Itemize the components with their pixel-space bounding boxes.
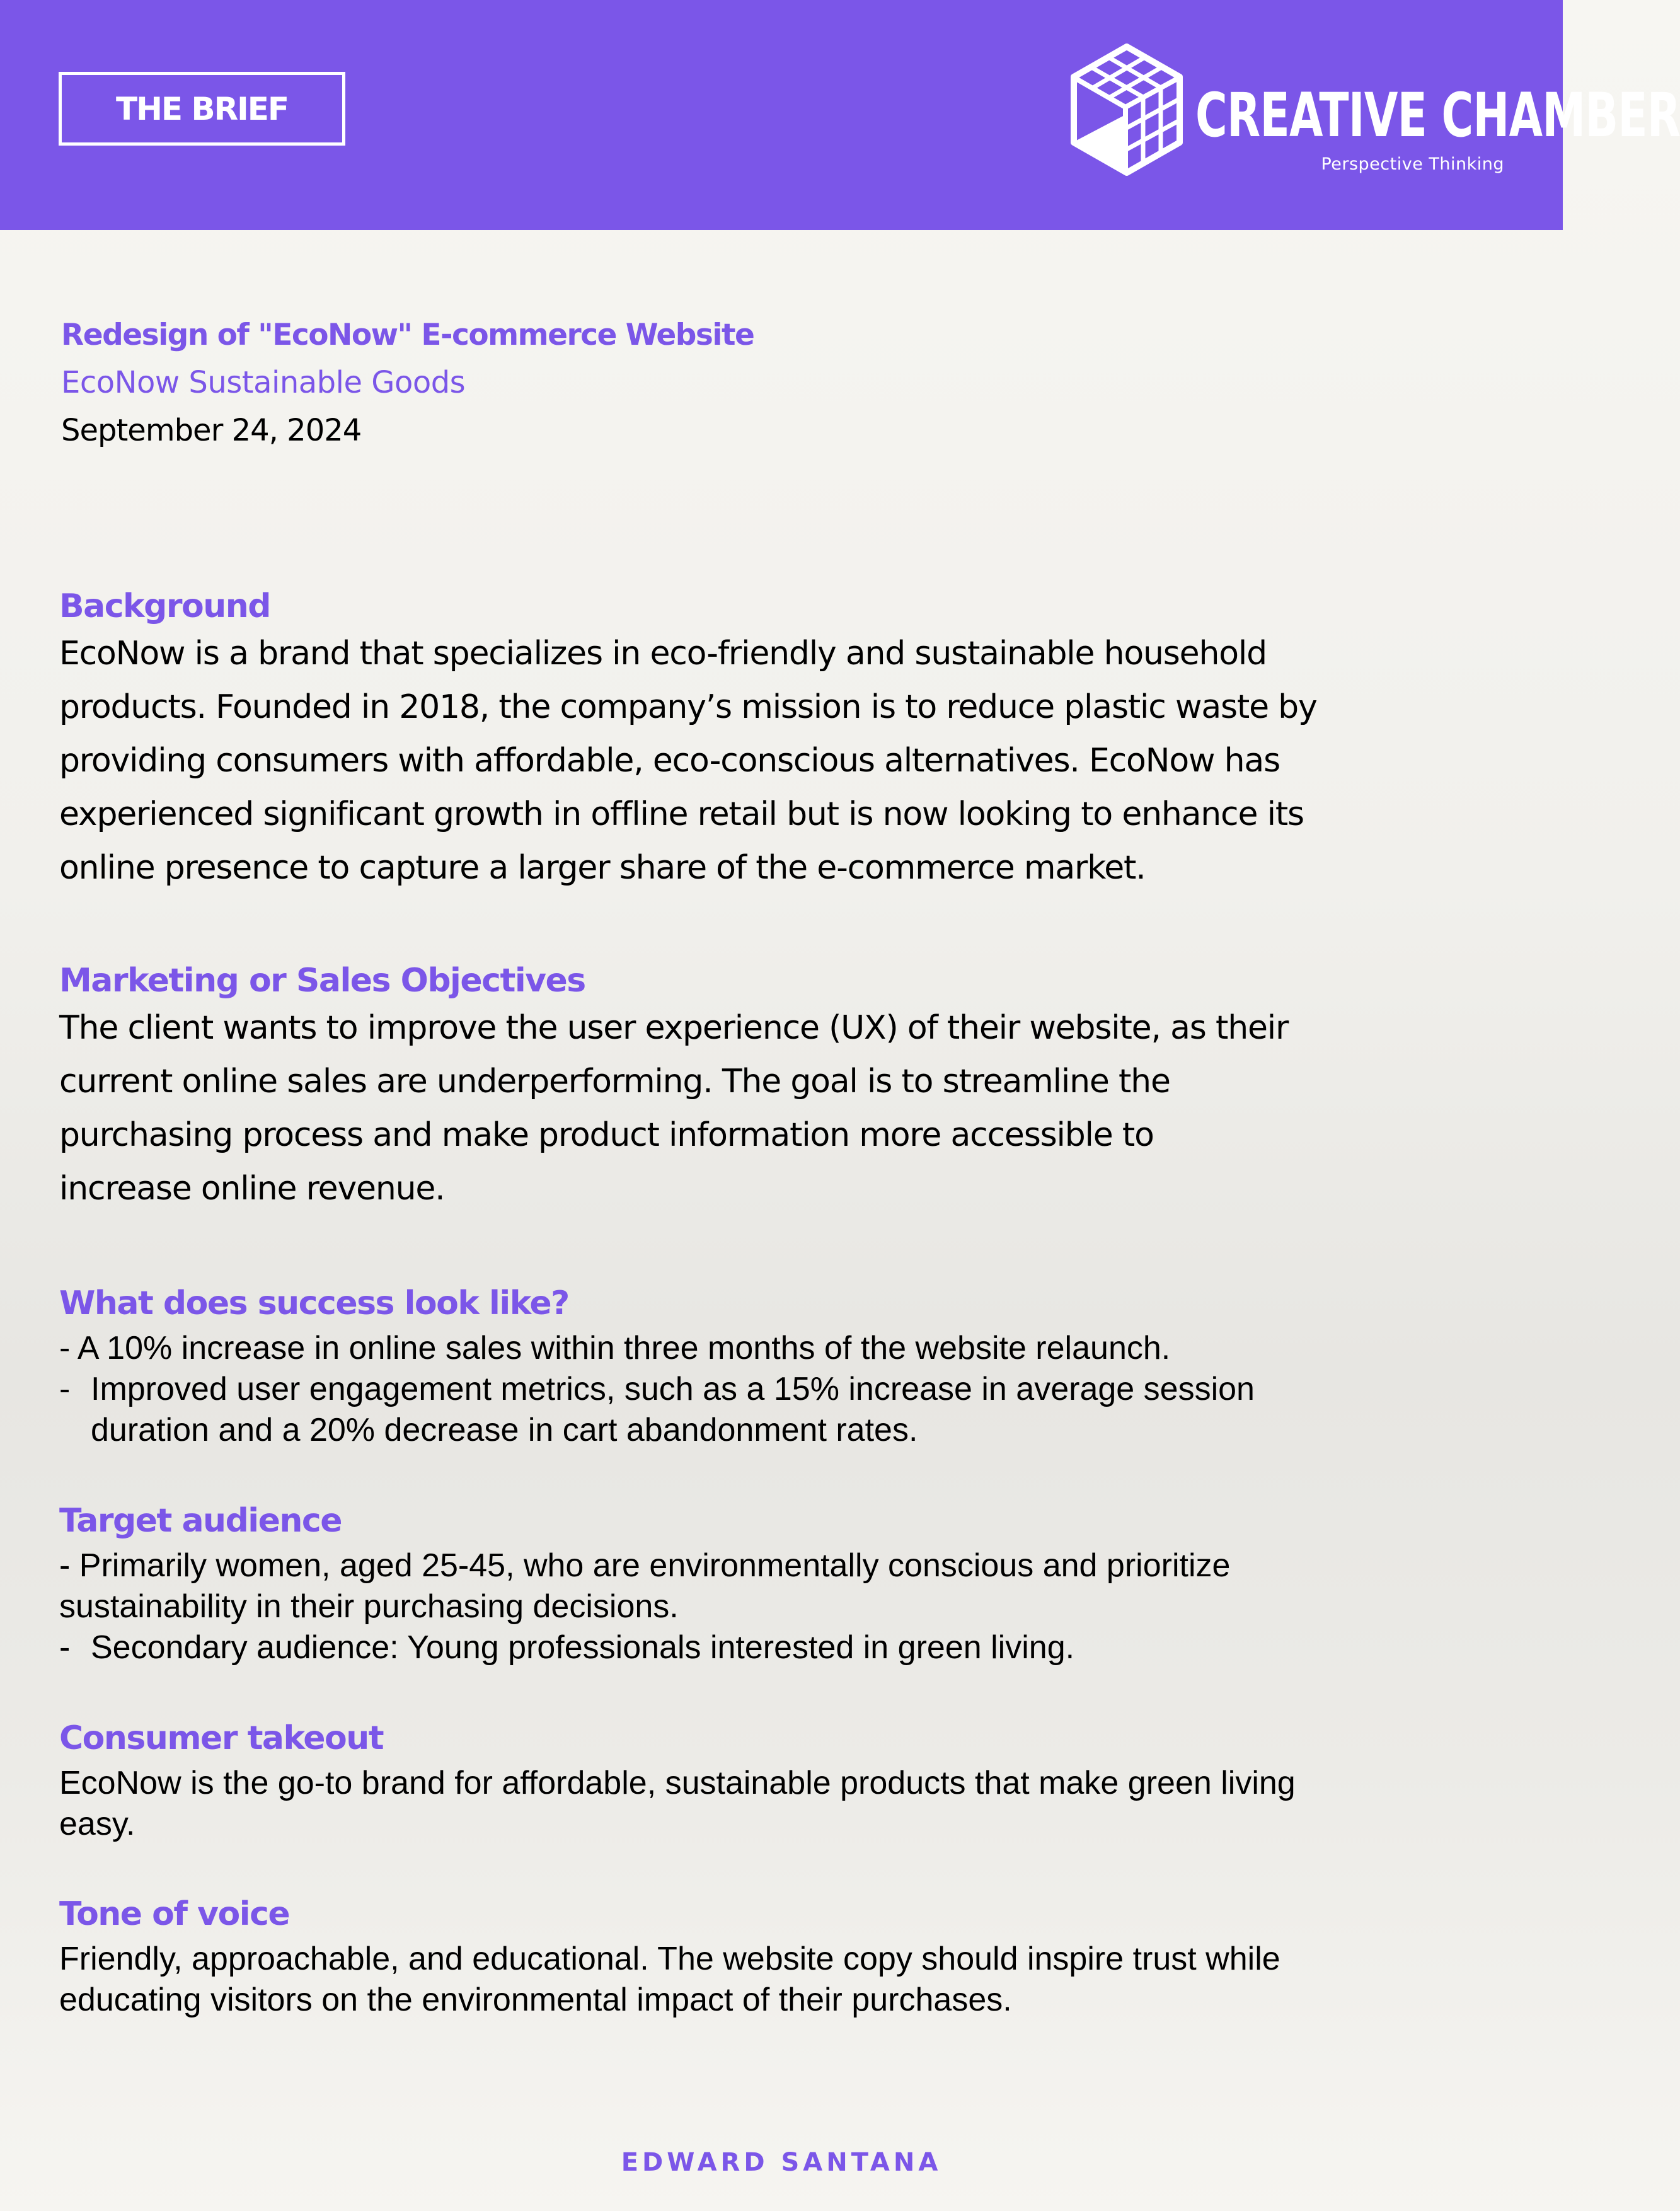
body-line: educating visitors on the environmental impact of their purchases.	[59, 1982, 1012, 2018]
project-meta	[61, 314, 754, 453]
section-objectives	[59, 959, 1509, 1216]
body-line: increase online revenue.	[59, 1170, 445, 1208]
section-body	[59, 1763, 1496, 1845]
body-line: products. Founded in 2018, the company’s mission is to reduce plastic waste by	[59, 688, 1317, 726]
creative-chamber-logo	[1069, 44, 1680, 180]
list-item: - A 10% increase in online sales within three months of the website relaunch.	[59, 1330, 1171, 1366]
the-brief-badge	[59, 72, 345, 146]
section-target-audience	[59, 1499, 1509, 1668]
author-name: EDWARD SANTANA	[621, 2148, 942, 2177]
project-title: Redesign of "EcoNow" E-commerce Website	[61, 318, 754, 352]
body-line: EcoNow is a brand that specializes in eco-friendly and sustainable household	[59, 635, 1267, 673]
list-item	[59, 1627, 1496, 1668]
cube-icon	[1069, 44, 1184, 176]
body-line: The client wants to improve the user experience (UX) of their website, as their	[59, 1009, 1289, 1047]
section-heading: Background	[59, 587, 270, 625]
body-line: current online sales are underperforming. The goal is to streamline the	[59, 1063, 1170, 1100]
section-heading: Consumer takeout	[59, 1719, 384, 1757]
list-item-line: duration and a 20% decrease in cart abandonment rates.	[91, 1412, 918, 1448]
body-line: easy.	[59, 1806, 135, 1842]
section-heading: Target audience	[59, 1502, 342, 1540]
section-heading: Tone of voice	[59, 1895, 290, 1933]
client-name: EcoNow Sustainable Goods	[61, 365, 466, 400]
section-consumer-takeout	[59, 1716, 1509, 1845]
section-body	[59, 1939, 1496, 2021]
section-body	[59, 1545, 1496, 1668]
section-heading: What does success look like?	[59, 1284, 569, 1322]
list-item	[59, 1369, 1496, 1451]
logo-tagline: Perspective Thinking	[1321, 154, 1504, 174]
brief-date: September 24, 2024	[61, 413, 362, 448]
header-banner	[0, 0, 1680, 230]
logo-wordmark: CREATIVE CHAMBER	[1195, 80, 1680, 151]
section-tone-of-voice	[59, 1892, 1509, 2021]
badge-label: THE BRIEF	[115, 90, 289, 127]
list-item-line: - Primarily women, aged 25-45, who are environmentally conscious and prioritize	[59, 1547, 1231, 1584]
section-background	[59, 584, 1509, 895]
list-item-line: Secondary audience: Young professionals interested in green living.	[91, 1629, 1075, 1666]
list-dash: -	[59, 1629, 71, 1666]
body-line: Friendly, approachable, and educational. The website copy should inspire trust while	[59, 1941, 1280, 1977]
list-item-line: Improved user engagement metrics, such as a 15% increase in average session	[91, 1371, 1255, 1407]
body-line: online presence to capture a larger share of the e-commerce market.	[59, 849, 1146, 887]
section-heading: Marketing or Sales Objectives	[59, 962, 585, 1000]
body-line: experienced significant growth in offline retail but is now looking to enhance its	[59, 795, 1304, 833]
section-body	[59, 1328, 1496, 1451]
body-line: purchasing process and make product information more accessible to	[59, 1116, 1154, 1154]
list-item-line: sustainability in their purchasing decisions.	[59, 1588, 679, 1625]
list-dash: -	[59, 1371, 71, 1407]
body-line: providing consumers with affordable, eco-conscious alternatives. EcoNow has	[59, 742, 1280, 780]
section-success	[59, 1281, 1509, 1451]
section-body	[59, 1002, 1496, 1216]
body-line: EcoNow is the go-to brand for affordable, sustainable products that make green living	[59, 1765, 1296, 1801]
section-body	[59, 627, 1496, 895]
